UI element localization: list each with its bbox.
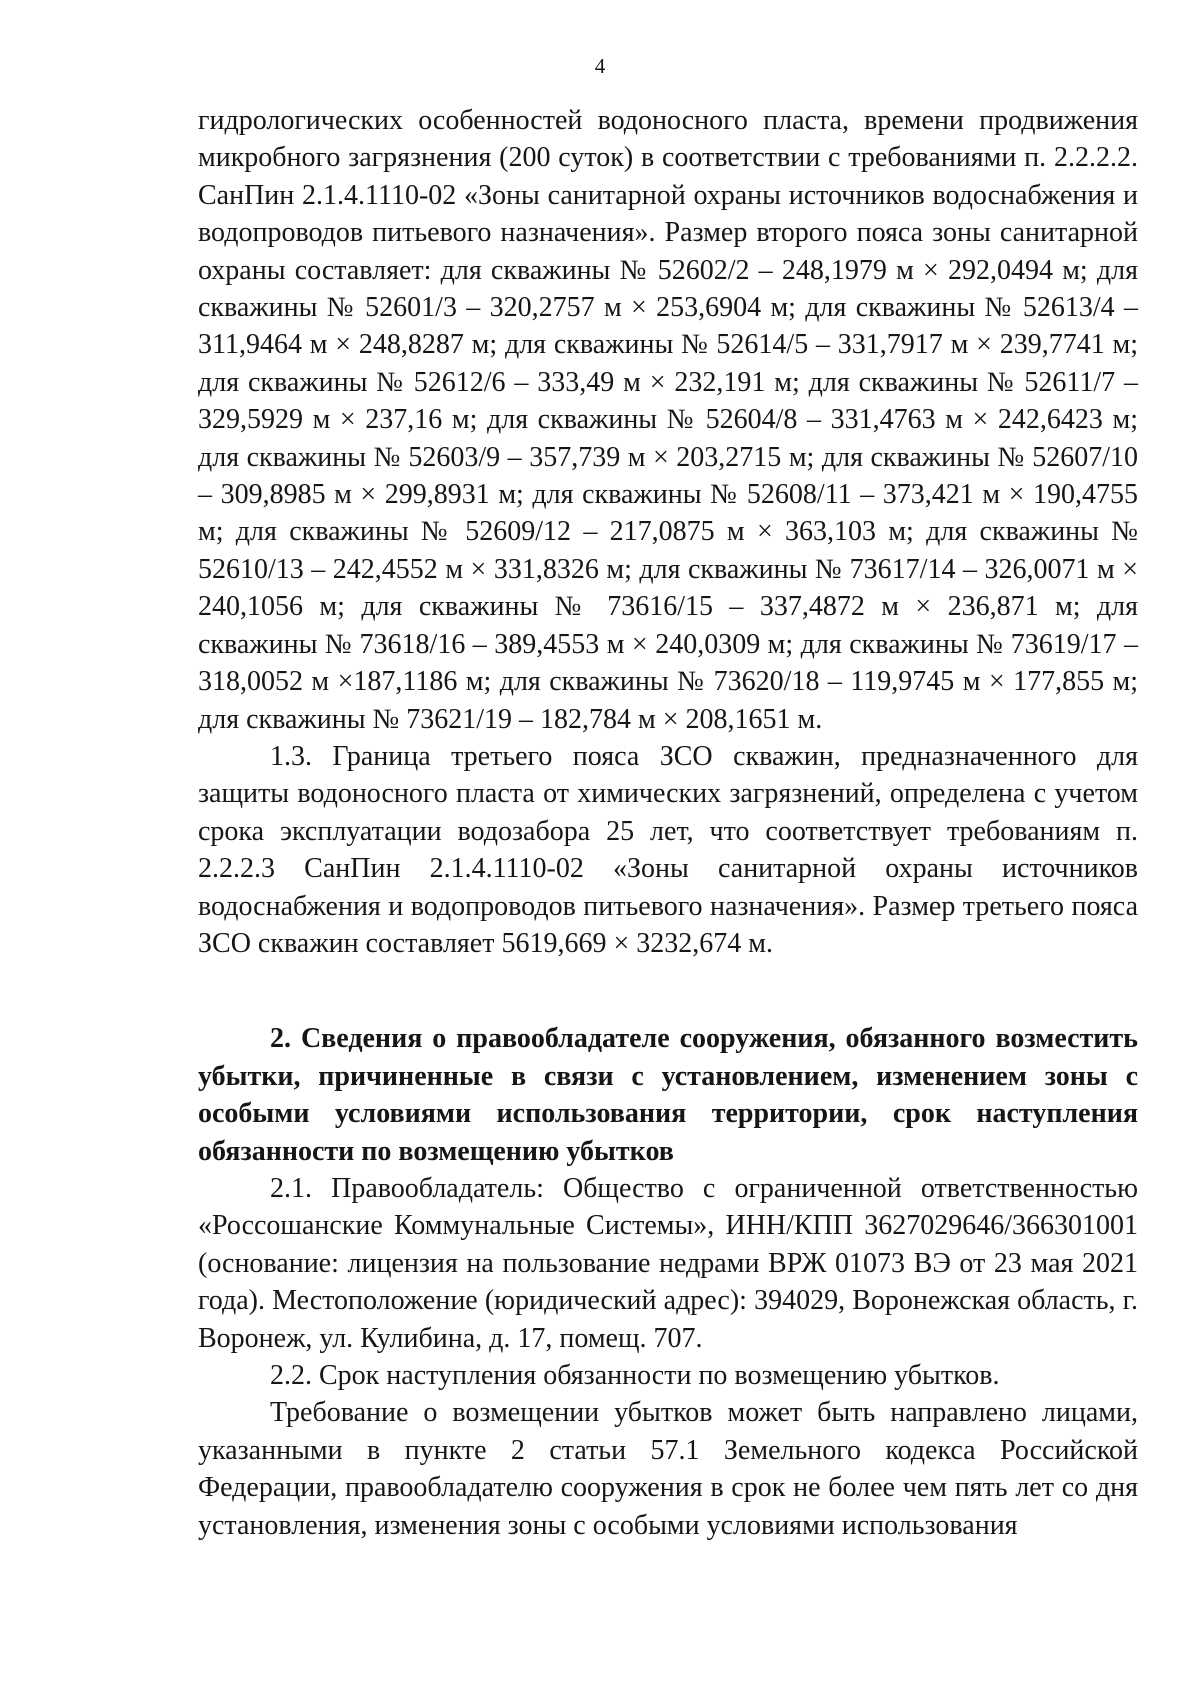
document-body <box>198 102 1138 1544</box>
page-number: 4 <box>594 54 606 78</box>
section-2-heading: 2. Сведения о правообладателе сооружения, обязанного возместить убытки, причиненные в связи с установлением, изменением зоны с особыми условиями использования территории, срок наступления обязанности по возмещению убытков <box>198 1023 1138 1167</box>
paragraph-2-1: 2.1. Правообладатель: Общество с ограниченной ответственностью «Россошанские Коммунальные Системы», ИНН/КПП 3627029646/366301001 (основание: лицензия на пользование недрами ВРЖ 01073 ВЭ от 23 мая 2021 года). Местоположение (юридический адрес): 394029, Воронежская область, г. Воронеж, ул. Кулибина, д. 17, помещ. 707. <box>198 1172 1138 1354</box>
paragraph-continuation: гидрологических особенностей водоносного пласта, времени продвижения микробного загрязнения (200 суток) в соответствии с требованиями п. 2.2.2.2. СанПин 2.1.4.1110-02 «Зоны санитарной охраны источников водоснабжения и водопроводов питьевого назначения». Размер второго пояса зоны санитарной охраны составляет: для скважины № 52602/2 – 248,1979 м × 292,0494 м; для скважины № 52601/3 – 320,2757 м × 253,6904 м; для скважины № 52613/4 – 311,9464 м × 248,8287 м; для скважины № 52614/5 – 331,7917 м × 239,7741 м; для скважины № 52612/6 – 333,49 м × 232,191 м; для скважины № 52611/7 – 329,5929 м × 237,16 м; для скважины № 52604/8 – 331,4763 м × 242,6423 м; для скважины № 52603/9 – 357,739 м × 203,2715 м; для скважины № 52607/10 – 309,8985 м × 299,8931 м; для скважины № 52608/11 – 373,421 м × 190,4755 м; для скважины № 52609/12 – 217,0875 м × 363,103 м; для скважины № 52610/13 – 242,4552 м × 331,8326 м; для скважины № 73617/14 – 326,0071 м × 240,1056 м; для скважины № 73616/15 – 337,4872 м × 236,871 м; для скважины № 73618/16 – 389,4553 м × 240,0309 м; для скважины № 73619/17 – 318,0052 м ×187,1186 м; для скважины № 73620/18 – 119,9745 м × 177,855 м; для скважины № 73621/19 – 182,784 м × 208,1651 м. <box>198 105 1138 735</box>
paragraph-1-3: 1.3. Граница третьего пояса ЗСО скважин, предназначенного для защиты водоносного пласта от химических загрязнений, определена с учетом срока эксплуатации водозабора 25 лет, что соответствует требованиям п. 2.2.2.3 СанПин 2.1.4.1110-02 «Зоны санитарной охраны источников водоснабжения и водопроводов питьевого назначения». Размер третьего пояса ЗСО скважин составляет 5619,669 × 3232,674 м. <box>198 740 1138 959</box>
paragraph-2-2: 2.2. Срок наступления обязанности по возмещению убытков. <box>270 1360 1000 1391</box>
paragraph-requirement: Требование о возмещении убытков может быть направлено лицами, указанными в пункте 2 статьи 57.1 Земельного кодекса Российской Федерации, правообладателю сооружения в срок не более чем пять лет со дня установления, изменения зоны с особыми условиями использования <box>198 1397 1138 1541</box>
